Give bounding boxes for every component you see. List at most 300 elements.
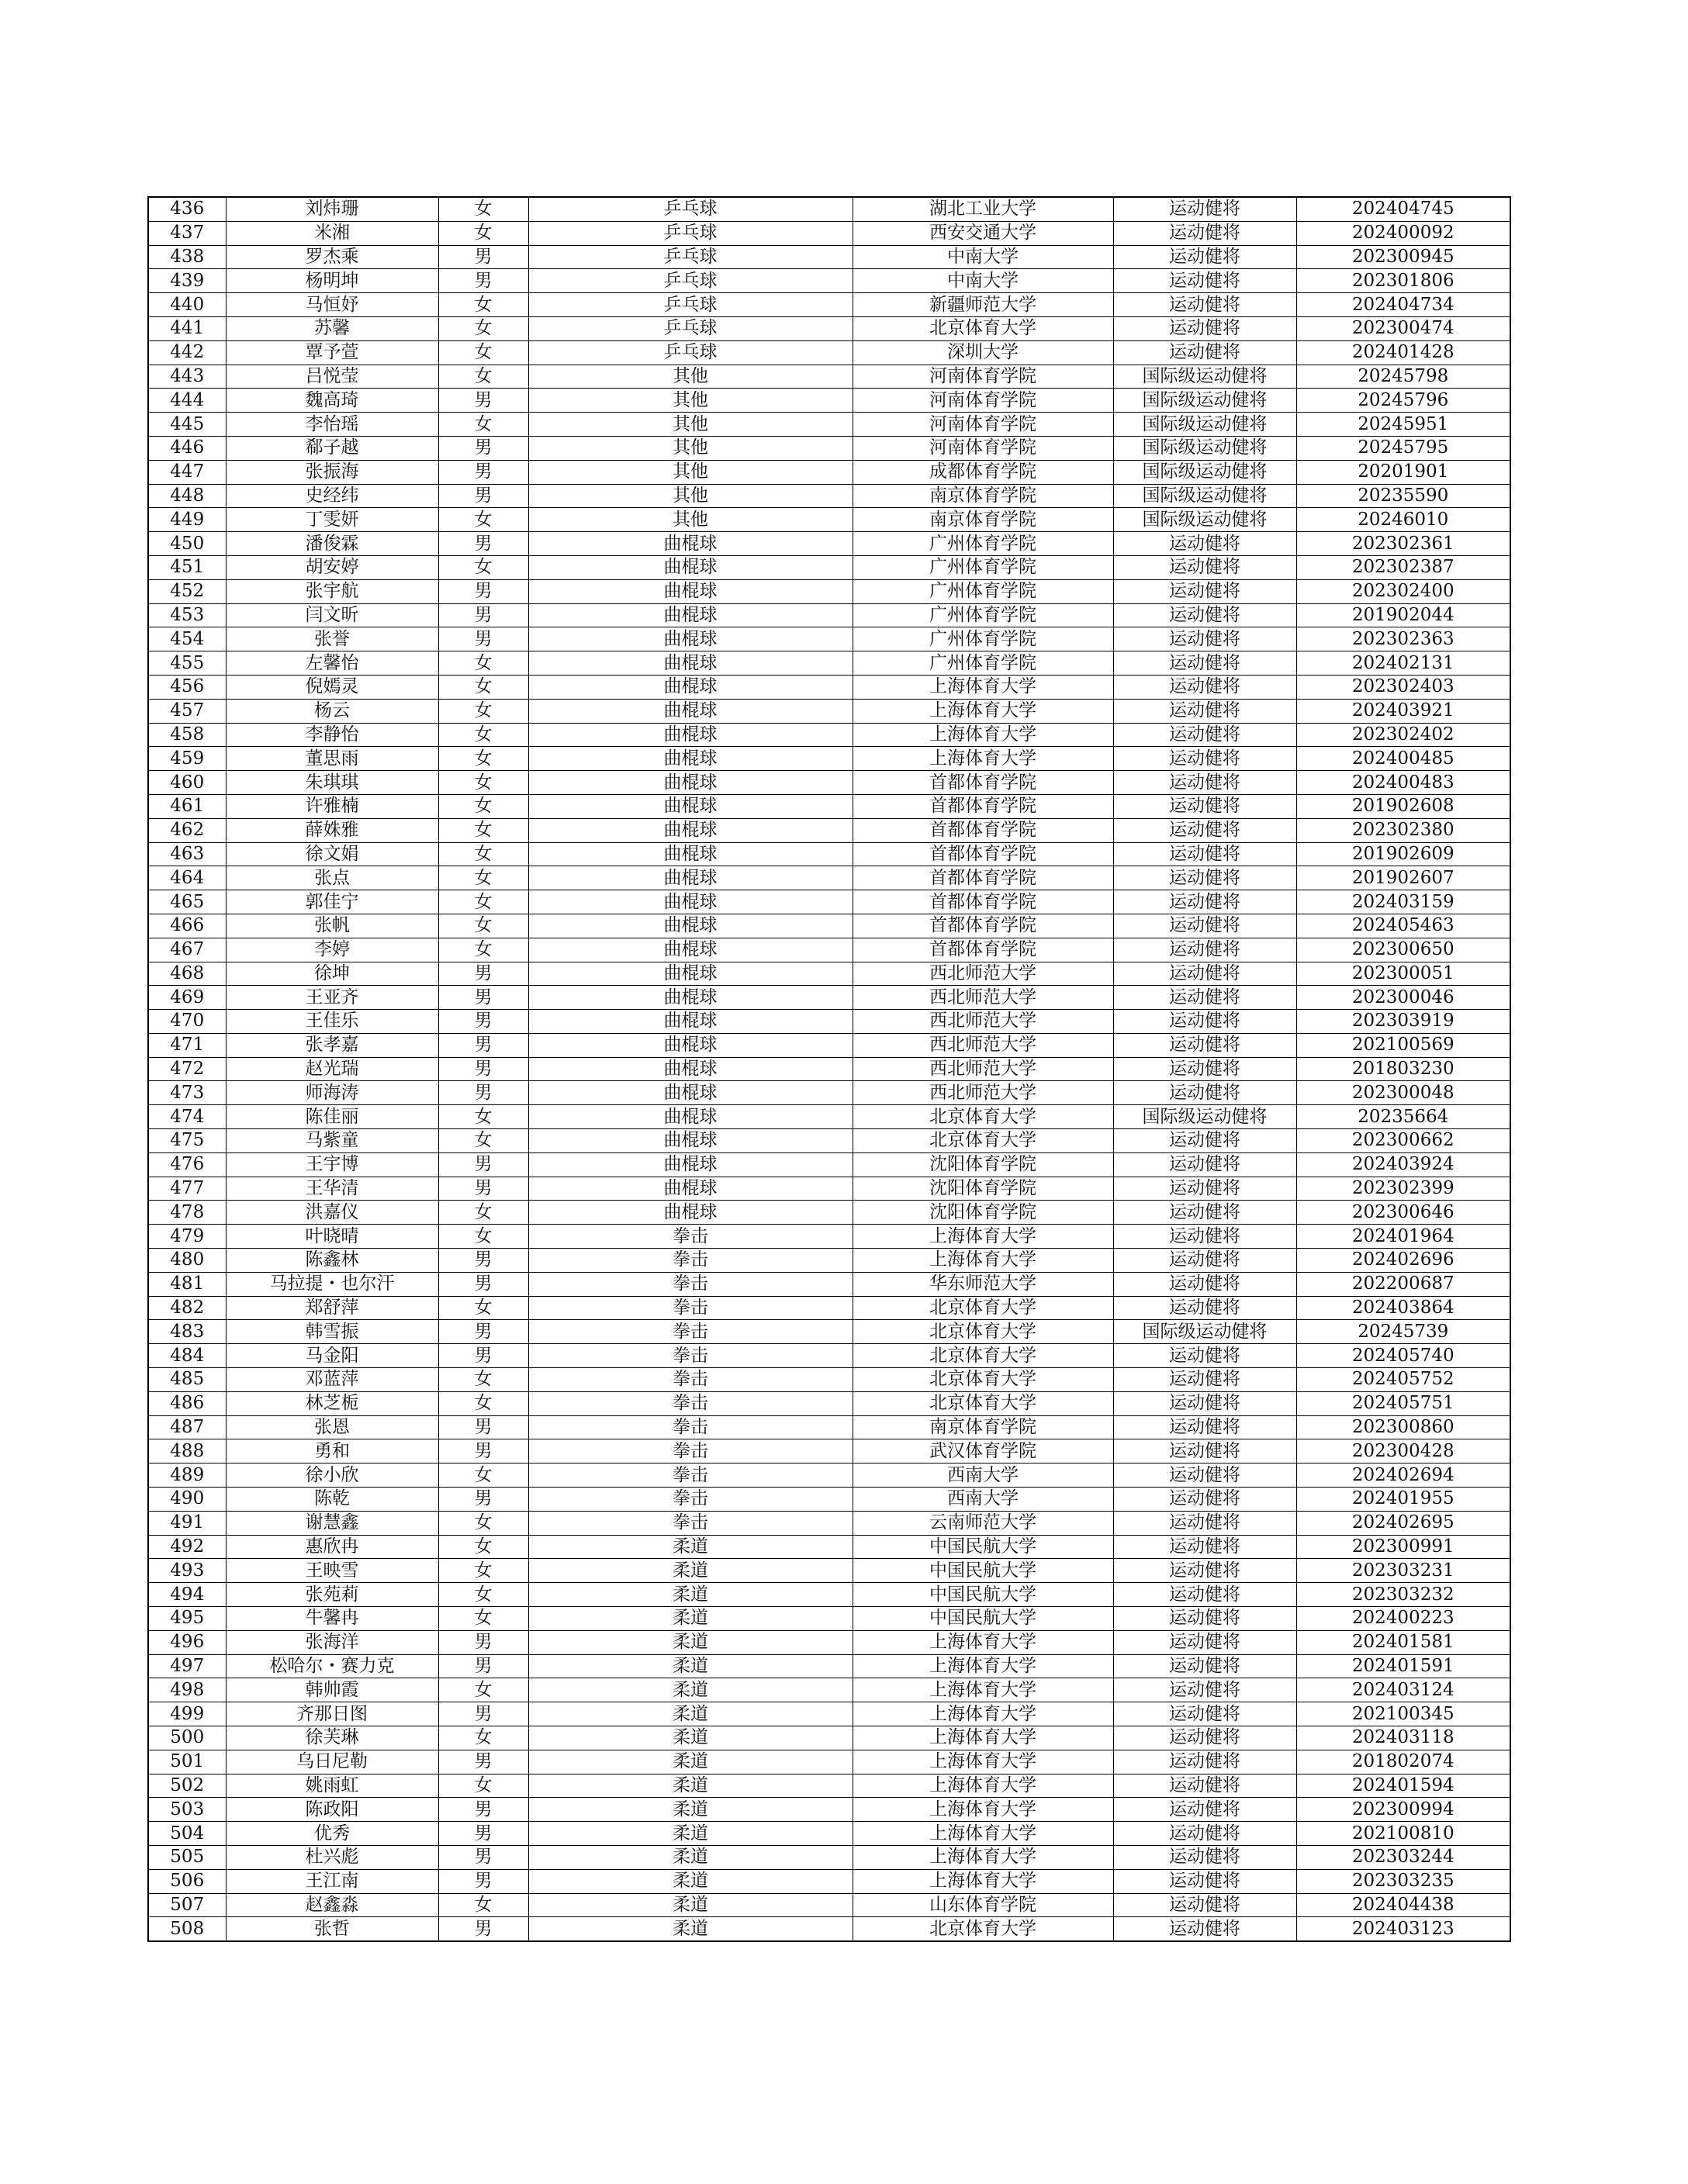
- school-cell: 中国民航大学: [853, 1559, 1113, 1583]
- gender-cell: 男: [438, 1415, 528, 1439]
- school-cell: 上海体育大学: [853, 1750, 1113, 1774]
- sport-cell: 柔道: [528, 1845, 853, 1869]
- school-cell: 中南大学: [853, 245, 1113, 269]
- certificate-number-cell: 202303232: [1296, 1583, 1510, 1607]
- level-cell: 运动健将: [1113, 1344, 1296, 1368]
- certificate-number-cell: 202100345: [1296, 1702, 1510, 1726]
- level-cell: 运动健将: [1113, 1129, 1296, 1153]
- school-cell: 中国民航大学: [853, 1607, 1113, 1631]
- name-cell: 惠欣冉: [226, 1535, 438, 1559]
- level-cell: 运动健将: [1113, 532, 1296, 556]
- name-cell: 张帆: [226, 914, 438, 938]
- table-row: [148, 532, 1510, 556]
- name-cell: 陈佳丽: [226, 1105, 438, 1129]
- row-number-cell: 494: [148, 1583, 226, 1607]
- gender-cell: 女: [438, 197, 528, 221]
- row-number-cell: 471: [148, 1033, 226, 1057]
- gender-cell: 男: [438, 389, 528, 413]
- table-row: [148, 1272, 1510, 1296]
- table-body: [148, 197, 1510, 1941]
- level-cell: 运动健将: [1113, 842, 1296, 866]
- row-number-cell: 438: [148, 245, 226, 269]
- name-cell: 优秀: [226, 1822, 438, 1846]
- school-cell: 北京体育大学: [853, 316, 1113, 340]
- certificate-number-cell: 202300046: [1296, 986, 1510, 1010]
- name-cell: 张振海: [226, 460, 438, 484]
- name-cell: 张宇航: [226, 579, 438, 603]
- level-cell: 运动健将: [1113, 1511, 1296, 1535]
- certificate-number-cell: 202100569: [1296, 1033, 1510, 1057]
- row-number-cell: 437: [148, 221, 226, 245]
- certificate-number-cell: 202401581: [1296, 1630, 1510, 1654]
- gender-cell: 男: [438, 1654, 528, 1678]
- school-cell: 南京体育学院: [853, 1415, 1113, 1439]
- certificate-number-cell: 202400485: [1296, 747, 1510, 771]
- certificate-number-cell: 202302363: [1296, 627, 1510, 651]
- sport-cell: 柔道: [528, 1583, 853, 1607]
- sport-cell: 乒乓球: [528, 316, 853, 340]
- gender-cell: 男: [438, 986, 528, 1010]
- level-cell: 运动健将: [1113, 1822, 1296, 1846]
- row-number-cell: 440: [148, 293, 226, 317]
- level-cell: 运动健将: [1113, 1391, 1296, 1415]
- sport-cell: 曲棍球: [528, 1010, 853, 1034]
- sport-cell: 拳击: [528, 1320, 853, 1344]
- school-cell: 上海体育大学: [853, 675, 1113, 699]
- row-number-cell: 479: [148, 1225, 226, 1249]
- certificate-number-cell: 202300945: [1296, 245, 1510, 269]
- row-number-cell: 461: [148, 794, 226, 818]
- row-number-cell: 503: [148, 1798, 226, 1822]
- certificate-number-cell: 202405463: [1296, 914, 1510, 938]
- row-number-cell: 477: [148, 1177, 226, 1201]
- level-cell: 运动健将: [1113, 866, 1296, 890]
- school-cell: 广州体育学院: [853, 603, 1113, 627]
- name-cell: 米湘: [226, 221, 438, 245]
- gender-cell: 男: [438, 1033, 528, 1057]
- row-number-cell: 498: [148, 1678, 226, 1702]
- name-cell: 郑舒萍: [226, 1296, 438, 1320]
- level-cell: 运动健将: [1113, 1177, 1296, 1201]
- sport-cell: 曲棍球: [528, 818, 853, 842]
- certificate-number-cell: 201902608: [1296, 794, 1510, 818]
- level-cell: 国际级运动健将: [1113, 413, 1296, 437]
- gender-cell: 女: [438, 1774, 528, 1798]
- gender-cell: 男: [438, 1702, 528, 1726]
- school-cell: 湖北工业大学: [853, 197, 1113, 221]
- level-cell: 运动健将: [1113, 699, 1296, 723]
- school-cell: 西北师范大学: [853, 1081, 1113, 1105]
- row-number-cell: 456: [148, 675, 226, 699]
- name-cell: 马紫童: [226, 1129, 438, 1153]
- name-cell: 张海洋: [226, 1630, 438, 1654]
- school-cell: 上海体育大学: [853, 747, 1113, 771]
- sport-cell: 拳击: [528, 1272, 853, 1296]
- school-cell: 广州体育学院: [853, 651, 1113, 676]
- gender-cell: 女: [438, 413, 528, 437]
- sport-cell: 曲棍球: [528, 1129, 853, 1153]
- level-cell: 运动健将: [1113, 1726, 1296, 1750]
- certificate-number-cell: 202400092: [1296, 221, 1510, 245]
- level-cell: 运动健将: [1113, 1702, 1296, 1726]
- gender-cell: 女: [438, 794, 528, 818]
- name-cell: 王华清: [226, 1177, 438, 1201]
- gender-cell: 男: [438, 1249, 528, 1273]
- row-number-cell: 439: [148, 269, 226, 293]
- school-cell: 北京体育大学: [853, 1129, 1113, 1153]
- certificate-number-cell: 202400223: [1296, 1607, 1510, 1631]
- level-cell: 运动健将: [1113, 1488, 1296, 1512]
- table-row: [148, 1822, 1510, 1846]
- table-row: [148, 460, 1510, 484]
- name-cell: 洪嘉仪: [226, 1201, 438, 1225]
- table-row: [148, 1129, 1510, 1153]
- row-number-cell: 482: [148, 1296, 226, 1320]
- table-row: [148, 1105, 1510, 1129]
- row-number-cell: 459: [148, 747, 226, 771]
- table-row: [148, 316, 1510, 340]
- row-number-cell: 463: [148, 842, 226, 866]
- table-row: [148, 1344, 1510, 1368]
- level-cell: 运动健将: [1113, 1033, 1296, 1057]
- certificate-number-cell: 202303919: [1296, 1010, 1510, 1034]
- table-row: [148, 579, 1510, 603]
- table-row: [148, 436, 1510, 460]
- table-row: [148, 221, 1510, 245]
- gender-cell: 男: [438, 1845, 528, 1869]
- row-number-cell: 468: [148, 962, 226, 986]
- table-row: [148, 1201, 1510, 1225]
- name-cell: 倪嫣灵: [226, 675, 438, 699]
- row-number-cell: 442: [148, 340, 226, 365]
- sport-cell: 柔道: [528, 1869, 853, 1893]
- table-row: [148, 986, 1510, 1010]
- table-row: [148, 1368, 1510, 1392]
- sport-cell: 曲棍球: [528, 986, 853, 1010]
- school-cell: 河南体育学院: [853, 389, 1113, 413]
- row-number-cell: 495: [148, 1607, 226, 1631]
- table-row: [148, 1249, 1510, 1273]
- row-number-cell: 507: [148, 1893, 226, 1917]
- row-number-cell: 467: [148, 938, 226, 962]
- gender-cell: 女: [438, 1678, 528, 1702]
- certificate-number-cell: 202404438: [1296, 1893, 1510, 1917]
- table-row: [148, 842, 1510, 866]
- sport-cell: 乒乓球: [528, 269, 853, 293]
- sport-cell: 柔道: [528, 1822, 853, 1846]
- name-cell: 张孝嘉: [226, 1033, 438, 1057]
- gender-cell: 女: [438, 1511, 528, 1535]
- school-cell: 广州体育学院: [853, 627, 1113, 651]
- name-cell: 徐小欣: [226, 1463, 438, 1488]
- name-cell: 郗子越: [226, 436, 438, 460]
- school-cell: 上海体育大学: [853, 1798, 1113, 1822]
- school-cell: 北京体育大学: [853, 1344, 1113, 1368]
- gender-cell: 男: [438, 1081, 528, 1105]
- row-number-cell: 496: [148, 1630, 226, 1654]
- row-number-cell: 478: [148, 1201, 226, 1225]
- school-cell: 北京体育大学: [853, 1296, 1113, 1320]
- row-number-cell: 469: [148, 986, 226, 1010]
- table-row: [148, 794, 1510, 818]
- name-cell: 师海涛: [226, 1081, 438, 1105]
- row-number-cell: 448: [148, 484, 226, 508]
- certificate-number-cell: 202403924: [1296, 1152, 1510, 1177]
- sport-cell: 曲棍球: [528, 651, 853, 676]
- gender-cell: 男: [438, 1750, 528, 1774]
- sport-cell: 柔道: [528, 1750, 853, 1774]
- sport-cell: 曲棍球: [528, 890, 853, 914]
- table-row: [148, 365, 1510, 389]
- gender-cell: 男: [438, 1798, 528, 1822]
- name-cell: 韩雪振: [226, 1320, 438, 1344]
- school-cell: 首都体育学院: [853, 842, 1113, 866]
- school-cell: 云南师范大学: [853, 1511, 1113, 1535]
- name-cell: 张恩: [226, 1415, 438, 1439]
- table-row: [148, 1607, 1510, 1631]
- certificate-number-cell: 20246010: [1296, 508, 1510, 532]
- certificate-number-cell: 202400483: [1296, 771, 1510, 795]
- level-cell: 运动健将: [1113, 1583, 1296, 1607]
- school-cell: 上海体育大学: [853, 1774, 1113, 1798]
- table-row: [148, 1296, 1510, 1320]
- sport-cell: 拳击: [528, 1249, 853, 1273]
- table-row: [148, 1845, 1510, 1869]
- school-cell: 深圳大学: [853, 340, 1113, 365]
- row-number-cell: 470: [148, 1010, 226, 1034]
- certificate-number-cell: 201902044: [1296, 603, 1510, 627]
- level-cell: 运动健将: [1113, 1296, 1296, 1320]
- gender-cell: 女: [438, 1583, 528, 1607]
- name-cell: 杜兴彪: [226, 1845, 438, 1869]
- row-number-cell: 457: [148, 699, 226, 723]
- name-cell: 左馨怡: [226, 651, 438, 676]
- gender-cell: 女: [438, 316, 528, 340]
- level-cell: 运动健将: [1113, 1152, 1296, 1177]
- certificate-number-cell: 202300646: [1296, 1201, 1510, 1225]
- table-row: [148, 1439, 1510, 1463]
- level-cell: 运动健将: [1113, 1272, 1296, 1296]
- level-cell: 运动健将: [1113, 675, 1296, 699]
- gender-cell: 男: [438, 627, 528, 651]
- row-number-cell: 454: [148, 627, 226, 651]
- table-row: [148, 1583, 1510, 1607]
- name-cell: 刘炜珊: [226, 197, 438, 221]
- name-cell: 王宇博: [226, 1152, 438, 1177]
- row-number-cell: 475: [148, 1129, 226, 1153]
- sport-cell: 乒乓球: [528, 293, 853, 317]
- name-cell: 潘俊霖: [226, 532, 438, 556]
- name-cell: 王亚齐: [226, 986, 438, 1010]
- certificate-number-cell: 202302361: [1296, 532, 1510, 556]
- sport-cell: 曲棍球: [528, 723, 853, 747]
- name-cell: 马恒妤: [226, 293, 438, 317]
- name-cell: 赵光瑞: [226, 1057, 438, 1081]
- level-cell: 运动健将: [1113, 1559, 1296, 1583]
- name-cell: 陈乾: [226, 1488, 438, 1512]
- name-cell: 闫文昕: [226, 603, 438, 627]
- name-cell: 王映雪: [226, 1559, 438, 1583]
- school-cell: 河南体育学院: [853, 436, 1113, 460]
- gender-cell: 男: [438, 1320, 528, 1344]
- gender-cell: 女: [438, 747, 528, 771]
- level-cell: 运动健将: [1113, 1463, 1296, 1488]
- table-row: [148, 627, 1510, 651]
- table-row: [148, 962, 1510, 986]
- certificate-number-cell: 202401955: [1296, 1488, 1510, 1512]
- certificate-number-cell: 202302387: [1296, 555, 1510, 579]
- row-number-cell: 504: [148, 1822, 226, 1846]
- level-cell: 运动健将: [1113, 794, 1296, 818]
- gender-cell: 女: [438, 293, 528, 317]
- gender-cell: 男: [438, 1869, 528, 1893]
- school-cell: 上海体育大学: [853, 723, 1113, 747]
- row-number-cell: 447: [148, 460, 226, 484]
- certificate-number-cell: 202403123: [1296, 1917, 1510, 1941]
- gender-cell: 男: [438, 603, 528, 627]
- certificate-number-cell: 202403124: [1296, 1678, 1510, 1702]
- gender-cell: 男: [438, 1272, 528, 1296]
- table-row: [148, 890, 1510, 914]
- row-number-cell: 445: [148, 413, 226, 437]
- sport-cell: 曲棍球: [528, 962, 853, 986]
- certificate-number-cell: 202300662: [1296, 1129, 1510, 1153]
- sport-cell: 其他: [528, 389, 853, 413]
- certificate-number-cell: 201902607: [1296, 866, 1510, 890]
- sport-cell: 拳击: [528, 1391, 853, 1415]
- sport-cell: 曲棍球: [528, 1057, 853, 1081]
- row-number-cell: 488: [148, 1439, 226, 1463]
- row-number-cell: 497: [148, 1654, 226, 1678]
- school-cell: 西北师范大学: [853, 986, 1113, 1010]
- table-row: [148, 1391, 1510, 1415]
- table-row: [148, 1225, 1510, 1249]
- name-cell: 齐那日图: [226, 1702, 438, 1726]
- level-cell: 运动健将: [1113, 1249, 1296, 1273]
- level-cell: 运动健将: [1113, 1774, 1296, 1798]
- level-cell: 运动健将: [1113, 1225, 1296, 1249]
- sport-cell: 其他: [528, 460, 853, 484]
- school-cell: 广州体育学院: [853, 579, 1113, 603]
- name-cell: 李怡瑶: [226, 413, 438, 437]
- gender-cell: 男: [438, 245, 528, 269]
- certificate-number-cell: 202300650: [1296, 938, 1510, 962]
- sport-cell: 其他: [528, 436, 853, 460]
- school-cell: 中国民航大学: [853, 1535, 1113, 1559]
- level-cell: 运动健将: [1113, 1869, 1296, 1893]
- level-cell: 国际级运动健将: [1113, 508, 1296, 532]
- table-row: [148, 1774, 1510, 1798]
- sport-cell: 柔道: [528, 1726, 853, 1750]
- name-cell: 徐坤: [226, 962, 438, 986]
- gender-cell: 女: [438, 1129, 528, 1153]
- name-cell: 杨云: [226, 699, 438, 723]
- certificate-number-cell: 202402694: [1296, 1463, 1510, 1488]
- school-cell: 山东体育学院: [853, 1893, 1113, 1917]
- level-cell: 运动健将: [1113, 1081, 1296, 1105]
- gender-cell: 男: [438, 1822, 528, 1846]
- row-number-cell: 481: [148, 1272, 226, 1296]
- level-cell: 运动健将: [1113, 1678, 1296, 1702]
- sport-cell: 曲棍球: [528, 1177, 853, 1201]
- level-cell: 国际级运动健将: [1113, 460, 1296, 484]
- level-cell: 运动健将: [1113, 221, 1296, 245]
- school-cell: 首都体育学院: [853, 771, 1113, 795]
- row-number-cell: 464: [148, 866, 226, 890]
- name-cell: 姚雨虹: [226, 1774, 438, 1798]
- sport-cell: 其他: [528, 365, 853, 389]
- name-cell: 吕悦莹: [226, 365, 438, 389]
- school-cell: 河南体育学院: [853, 413, 1113, 437]
- name-cell: 陈政阳: [226, 1798, 438, 1822]
- table-row: [148, 1320, 1510, 1344]
- name-cell: 陈鑫林: [226, 1249, 438, 1273]
- gender-cell: 女: [438, 1893, 528, 1917]
- level-cell: 运动健将: [1113, 1057, 1296, 1081]
- row-number-cell: 472: [148, 1057, 226, 1081]
- name-cell: 邓蓝萍: [226, 1368, 438, 1392]
- school-cell: 北京体育大学: [853, 1917, 1113, 1941]
- table-row: [148, 1893, 1510, 1917]
- name-cell: 胡安婷: [226, 555, 438, 579]
- name-cell: 许雅楠: [226, 794, 438, 818]
- level-cell: 运动健将: [1113, 914, 1296, 938]
- row-number-cell: 443: [148, 365, 226, 389]
- level-cell: 运动健将: [1113, 723, 1296, 747]
- certificate-number-cell: 20245798: [1296, 365, 1510, 389]
- sport-cell: 曲棍球: [528, 914, 853, 938]
- certificate-number-cell: 20235664: [1296, 1105, 1510, 1129]
- level-cell: 国际级运动健将: [1113, 1320, 1296, 1344]
- certificate-number-cell: 201902609: [1296, 842, 1510, 866]
- name-cell: 牛馨冉: [226, 1607, 438, 1631]
- table-row: [148, 1463, 1510, 1488]
- level-cell: 运动健将: [1113, 1439, 1296, 1463]
- level-cell: 国际级运动健将: [1113, 365, 1296, 389]
- school-cell: 首都体育学院: [853, 914, 1113, 938]
- sport-cell: 曲棍球: [528, 771, 853, 795]
- level-cell: 运动健将: [1113, 1845, 1296, 1869]
- name-cell: 乌日尼勒: [226, 1750, 438, 1774]
- sport-cell: 柔道: [528, 1774, 853, 1798]
- level-cell: 国际级运动健将: [1113, 389, 1296, 413]
- gender-cell: 女: [438, 508, 528, 532]
- school-cell: 首都体育学院: [853, 794, 1113, 818]
- level-cell: 运动健将: [1113, 1750, 1296, 1774]
- level-cell: 运动健将: [1113, 1654, 1296, 1678]
- school-cell: 沈阳体育学院: [853, 1201, 1113, 1225]
- gender-cell: 男: [438, 1152, 528, 1177]
- sport-cell: 乒乓球: [528, 245, 853, 269]
- sport-cell: 曲棍球: [528, 675, 853, 699]
- row-number-cell: 480: [148, 1249, 226, 1273]
- row-number-cell: 485: [148, 1368, 226, 1392]
- sport-cell: 乒乓球: [528, 221, 853, 245]
- row-number-cell: 508: [148, 1917, 226, 1941]
- gender-cell: 女: [438, 1225, 528, 1249]
- sport-cell: 拳击: [528, 1296, 853, 1320]
- row-number-cell: 460: [148, 771, 226, 795]
- row-number-cell: 500: [148, 1726, 226, 1750]
- school-cell: 北京体育大学: [853, 1368, 1113, 1392]
- athlete-list-table: [147, 196, 1511, 1942]
- table-row: [148, 1702, 1510, 1726]
- certificate-number-cell: 202404745: [1296, 197, 1510, 221]
- sport-cell: 曲棍球: [528, 1105, 853, 1129]
- level-cell: 运动健将: [1113, 340, 1296, 365]
- certificate-number-cell: 20235590: [1296, 484, 1510, 508]
- row-number-cell: 476: [148, 1152, 226, 1177]
